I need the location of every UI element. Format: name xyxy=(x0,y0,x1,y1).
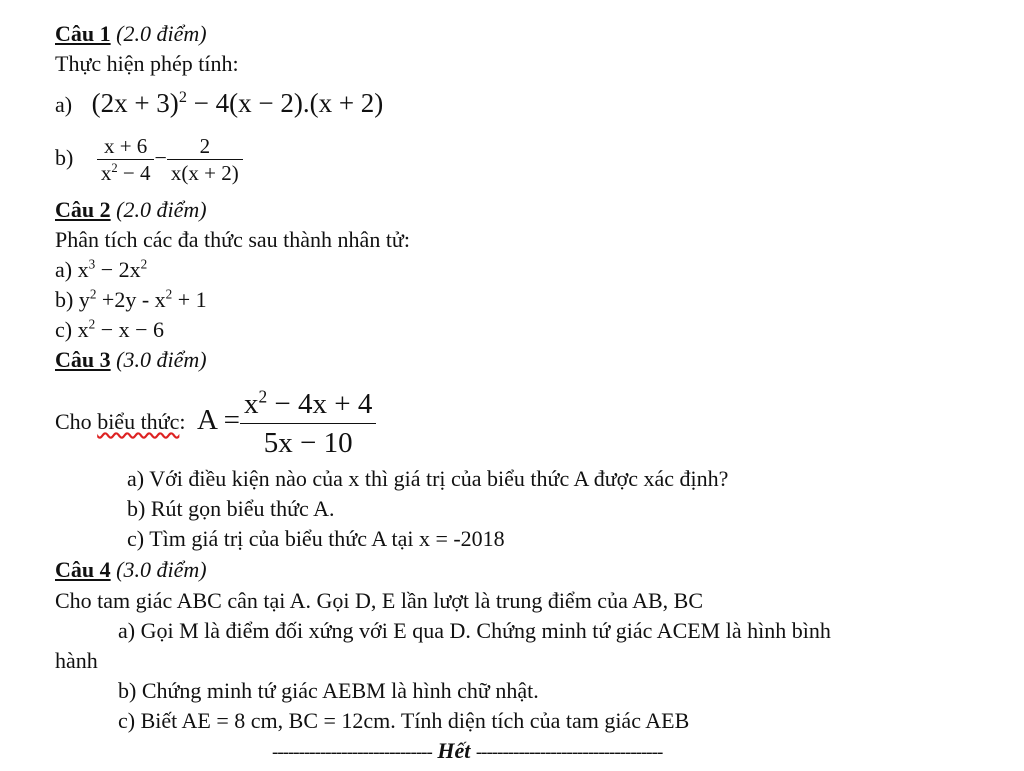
q3-label: Câu 3 xyxy=(55,347,111,372)
q1b-numerator2: 2 xyxy=(167,133,243,160)
q1-points: (2.0 điểm) xyxy=(116,21,207,46)
q2a-e2: 2 xyxy=(140,256,148,272)
q3-expression-line xyxy=(55,380,376,462)
q4-heading xyxy=(55,556,207,584)
q4-part-b: b) Chứng minh tứ giác AEBM là hình chữ nhật. xyxy=(118,678,539,703)
q2-part-b xyxy=(55,286,207,314)
q3-word: biểu thức xyxy=(97,409,180,434)
q1b-numerator1: x + 6 xyxy=(97,133,155,160)
q3-suffix: : xyxy=(179,409,186,434)
q2c-e1: 2 xyxy=(88,316,96,332)
q1-label: Câu 1 xyxy=(55,21,111,46)
q3-prefix: Cho xyxy=(55,409,98,434)
q2b-t2: +2y - x xyxy=(96,287,166,312)
footer-left-dashes: ------------------------------ xyxy=(272,742,432,763)
footer-right-dashes: ----------------------------------- xyxy=(475,742,663,763)
q3-part-a: a) Với điều kiện nào của x thì giá trị của biểu thức A được xác định? xyxy=(127,466,729,491)
q4-label: Câu 4 xyxy=(55,557,111,582)
q1b-denominator2: x(x + 2) xyxy=(170,161,239,186)
q2b-e2: 2 xyxy=(165,286,173,302)
q1a-label: a) xyxy=(55,92,73,117)
q3-num-a: x xyxy=(243,388,259,421)
q3-denominator: 5x − 10 xyxy=(263,427,353,460)
q3-num-exp: 2 xyxy=(258,386,268,407)
q2b-t1: y xyxy=(78,287,90,312)
q3-part-b: b) Rút gọn biểu thức A. xyxy=(127,496,335,521)
q4-part-a-line1: a) Gọi M là điểm đối xứng với E qua D. Chứng minh tứ giác ACEM là hình bình xyxy=(118,618,831,643)
q1a-term1: (2x + 3) xyxy=(91,88,179,118)
q2b-label: b) xyxy=(55,287,79,312)
q1-part-a xyxy=(55,89,383,119)
q2-part-a xyxy=(55,256,147,284)
q2c-label: c) xyxy=(55,317,78,342)
q4-part-a-line2: hành xyxy=(55,648,98,673)
q4-points: (3.0 điểm) xyxy=(116,557,207,582)
q1-instruction: Thực hiện phép tính: xyxy=(55,51,239,76)
q2-label: Câu 2 xyxy=(55,197,111,222)
q1b-minus: − xyxy=(154,145,167,170)
q2b-t3: + 1 xyxy=(172,287,207,312)
q1-heading xyxy=(55,20,207,48)
q2-heading xyxy=(55,196,207,224)
q2-points: (2.0 điểm) xyxy=(116,197,207,222)
q1a-term2: − 4(x − 2).(x + 2) xyxy=(186,88,384,118)
q2a-e1: 3 xyxy=(88,256,96,272)
q1b-fraction2 xyxy=(167,133,243,186)
q3-fraction xyxy=(240,385,376,462)
q3-num-b: − 4x + 4 xyxy=(267,388,373,421)
q1b-denominator1 xyxy=(97,160,155,186)
q1b-fraction1 xyxy=(97,133,155,186)
q2c-t1: x xyxy=(77,317,89,342)
q2a-t1: x xyxy=(77,257,89,282)
q1-part-b xyxy=(55,130,243,186)
q3-part-c: c) Tìm giá trị của biểu thức A tại x = -2018 xyxy=(127,526,505,551)
footer-end-label: Hết xyxy=(431,738,476,763)
q2b-e1: 2 xyxy=(89,286,97,302)
q1b-den1-rest: − 4 xyxy=(117,161,151,186)
q1a-expression xyxy=(92,88,384,118)
q3-heading xyxy=(55,346,207,374)
footer-end-line xyxy=(272,737,662,767)
q1b-label: b) xyxy=(55,145,74,170)
q2c-t2: − x − 6 xyxy=(95,317,165,342)
q3-points: (3.0 điểm) xyxy=(116,347,207,372)
q1b-den1-base: x xyxy=(100,161,112,186)
q2-instruction: Phân tích các đa thức sau thành nhân tử: xyxy=(55,227,410,252)
q1a-exponent: 2 xyxy=(178,88,187,106)
q3-numerator xyxy=(240,385,376,424)
q2-part-c xyxy=(55,316,164,344)
q4-intro: Cho tam giác ABC cân tại A. Gọi D, E lần lượt là trung điểm của AB, BC xyxy=(55,588,704,613)
q2a-t2: − 2x xyxy=(95,257,141,282)
q2a-label: a) xyxy=(55,257,78,282)
q3-lhs: A = xyxy=(197,404,240,436)
q1b-den1-exp: 2 xyxy=(111,161,118,176)
q4-part-c: c) Biết AE = 8 cm, BC = 12cm. Tính diện tích của tam giác AEB xyxy=(118,708,690,733)
